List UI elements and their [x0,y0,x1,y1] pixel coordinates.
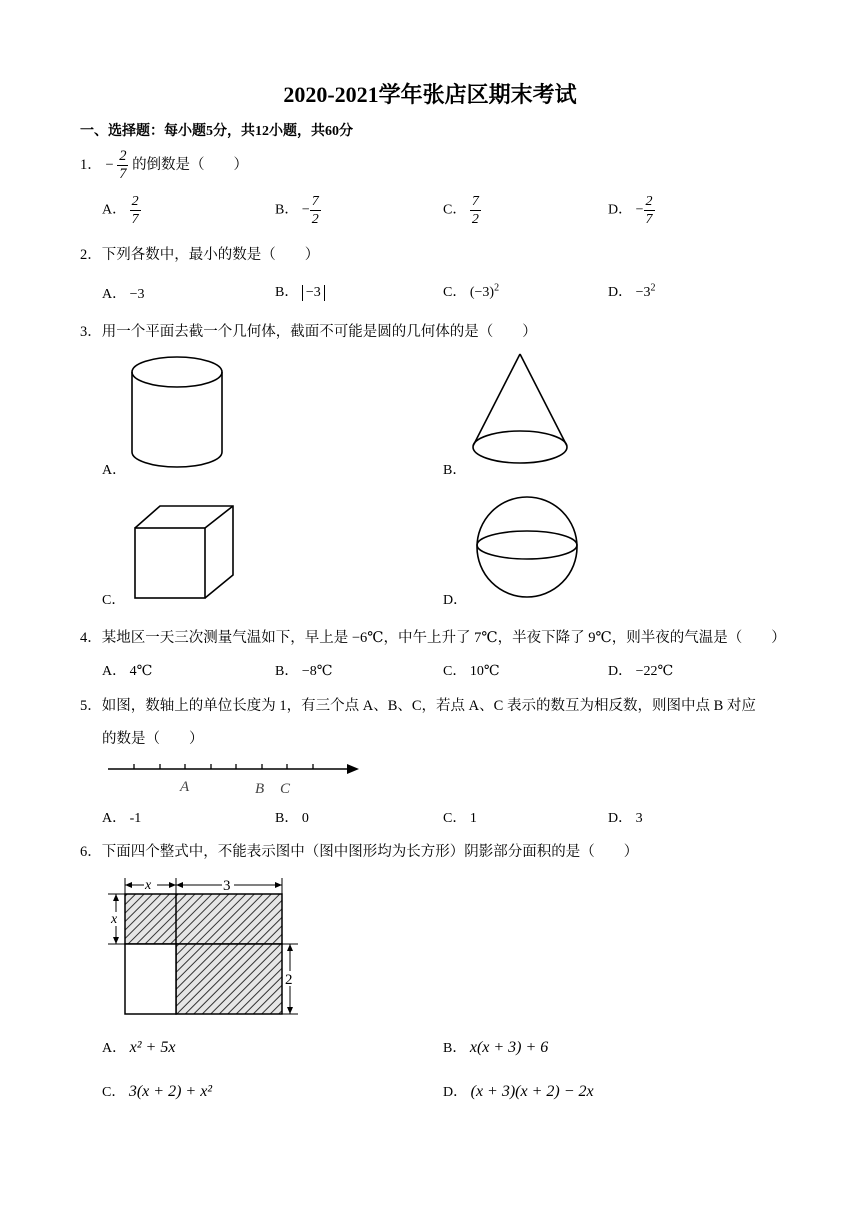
question-number: 1． [80,156,102,173]
question-6: 6．下面四个整式中，不能表示图中（图中图形均为长方形）阴影部分面积的是（ ） [80,844,639,860]
option-b[interactable]: B． −8℃ [275,664,333,679]
option-b[interactable]: B． − $\frac{7}{2}$ [275,194,319,227]
option-c[interactable]: C． 1 [443,811,477,826]
cone-figure [468,350,574,470]
option-b[interactable]: B． 0 [275,811,309,826]
question-4: 4．某地区一天三次测量气温如下，早上是 −6℃，中午上升了 7℃，半夜下降了 9℃，则半夜的气温是（ ） [80,630,786,646]
right-2-label: 2 [285,972,293,988]
page-title: 2020-2021学年张店区期末考试 [283,82,577,107]
option-b[interactable]: B． −3 [275,281,325,301]
question-5-line2: 的数是（ ） [102,731,204,747]
top-3-label: 3 [223,878,231,894]
option-a[interactable]: A． 4℃ [102,664,153,679]
question-5: 5．如图，数轴上的单位长度为 1，有三个点 A、B、C，若点 A、C 表示的数互为相反数，则图中点 B 对应 [80,698,756,714]
option-a[interactable]: A． $\frac{2}{7}$ [102,194,139,227]
option-b[interactable]: B． x(x + 3) + 6 [443,1039,549,1056]
question-text: 用一个平面去截一个几何体，截面不可能是圆的几何体的是（ ） [101,324,537,340]
option-c[interactable]: C． $(-3)^2$ [443,282,500,300]
point-c-label: C [280,781,291,797]
option-a[interactable]: A． [102,463,127,478]
question-2: 2．下列各数中，最小的数是（ ） [80,247,320,263]
question-text: 的倒数是（ ） [132,156,249,173]
option-b[interactable]: B． [443,463,467,478]
option-d[interactable]: D． $-3^2$ [608,282,656,300]
question-1: 1． − $\frac{2}{7}$ 的倒数是（ ） [80,148,249,182]
option-d[interactable]: D． 3 [608,811,643,826]
question-text: 下面四个整式中，不能表示图中（图中图形均为长方形）阴影部分面积的是（ ） [101,844,639,860]
sphere-figure [474,494,584,604]
number-line [105,758,365,800]
option-d[interactable]: D． [443,593,468,608]
option-c[interactable]: C． 3(x + 2) + x² [102,1083,213,1100]
question-text: 某地区一天三次测量气温如下，早上是 −6℃，中午上升了 7℃，半夜下降了 9℃，则半夜的气温是（ ） [101,630,786,646]
option-d[interactable]: D． −22℃ [608,664,674,679]
cylinder-figure [128,352,228,472]
rectangle-area-figure [104,874,304,1024]
option-c[interactable]: C． [102,593,126,608]
option-c[interactable]: C． 10℃ [443,664,500,679]
top-x-label: x [145,878,152,893]
point-b-label: B [255,781,265,797]
option-d[interactable]: D． (x + 3)(x + 2) − 2x [443,1083,594,1100]
fraction: $\frac{2}{7}$ [119,148,127,182]
point-a-label: A [180,779,190,795]
absolute-value: −3 [302,285,325,301]
left-x-label: x [111,912,118,927]
question-text: 下列各数中，最小的数是（ ） [101,247,320,263]
option-a[interactable]: A． x² + 5x [102,1039,176,1056]
cube-figure [130,503,240,603]
option-d[interactable]: D． − $\frac{2}{7}$ [608,194,653,227]
section-heading: 一、选择题：每小题5分，共12小题，共60分 [80,124,353,139]
option-a[interactable]: A． −3 [102,287,145,302]
option-a[interactable]: A． -1 [102,811,142,826]
question-3: 3．用一个平面去截一个几何体，截面不可能是圆的几何体的是（ ） [80,324,537,340]
question-text: 如图，数轴上的单位长度为 1，有三个点 A、B、C，若点 A、C 表示的数互为相反数，则图中点 B 对应 [101,698,756,714]
option-c[interactable]: C． $\frac{7}{2}$ [443,194,479,227]
